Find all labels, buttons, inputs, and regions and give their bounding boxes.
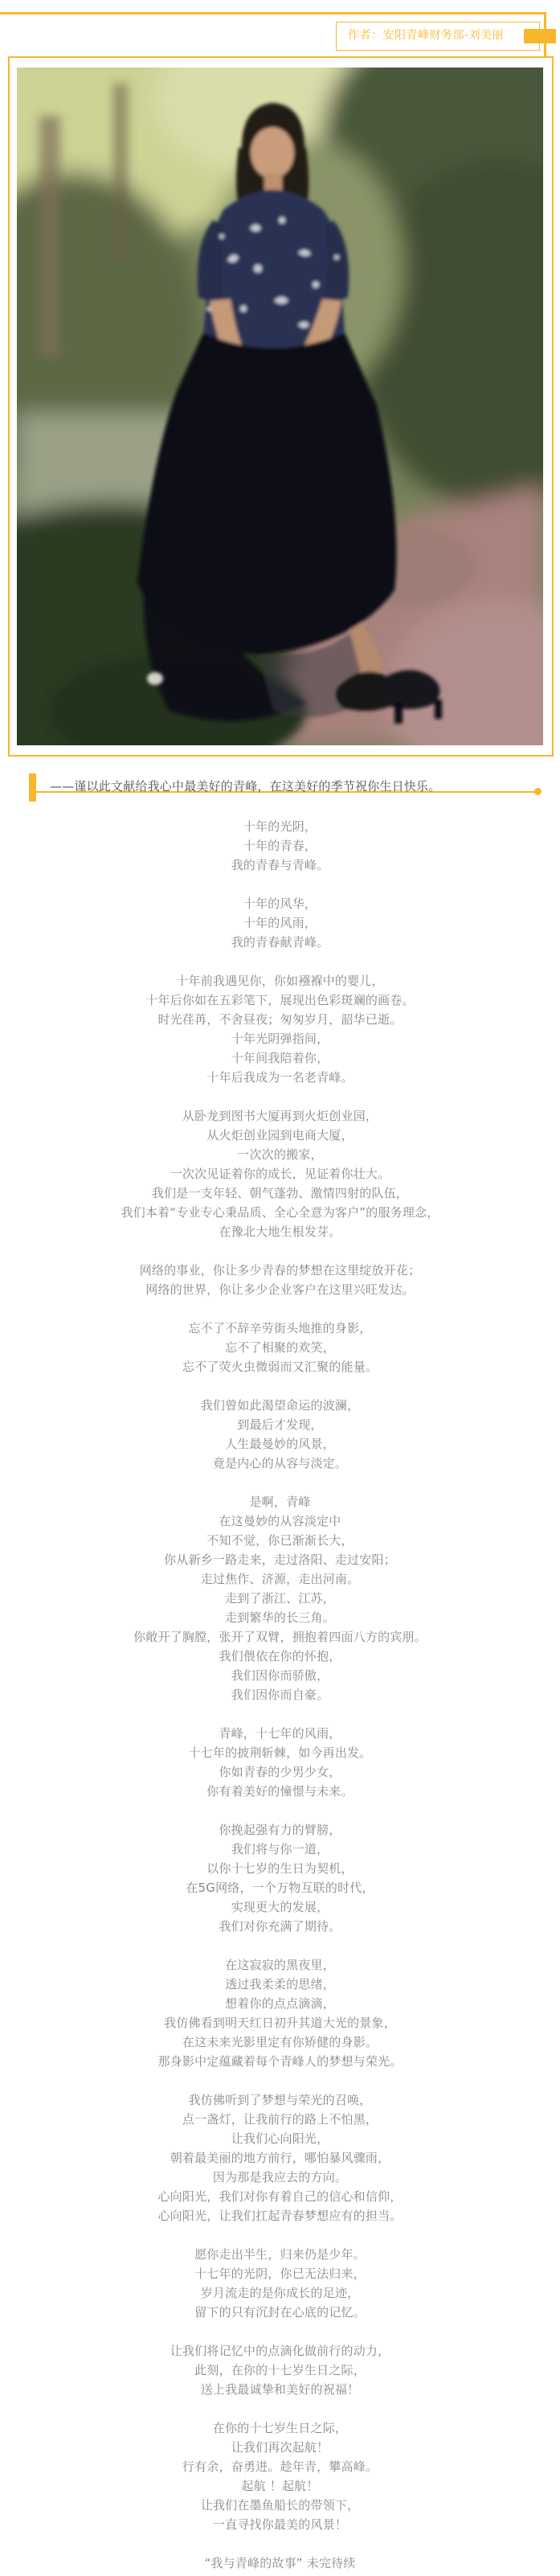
- author-label: 作者：安阳青峰财务部-刘美丽: [348, 29, 505, 42]
- poem-stanza: 从卧龙到图书大厦再到火炬创业园， 从火炬创业园到电商大厦， 一次次的搬家， 一次次见证着你的成长，见证着你壮大。 我们是一支年轻、朝气蓬勃、激情四射的队伍， 我们本着“专业专心秉品质、全心全意为客户”的服务理念， 在豫北大地生根发芽。: [121, 1109, 439, 1239]
- poem-stanza: 十年前我遇见你，你如襁褓中的婴儿， 十年后你如在五彩笔下，展现出色彩斑斓的画卷。 时光荏苒，不舍昼夜；匆匆岁月，韶华已逝。 十年光阴弹指间， 十年间我陪着你， 十年后我成为一名老青峰。: [145, 974, 415, 1085]
- poem-stanza: 愿你走出半生，归来仍是少年。 十七年的光阴，你已无法归来， 岁月流走的是你成长的足迹， 留下的只有沉封在心底的记忆。: [194, 2247, 366, 2320]
- poem-stanza: 我们曾如此渴望命运的波澜， 到最后才发现， 人生最曼妙的风景， 竟是内心的从容与淡定。: [200, 1398, 360, 1471]
- poem-stanza: 青峰，十七年的风雨， 十七年的披荆斩棘，如今再出发。 你如青春的少男少女， 你有着美好的憧憬与未来。: [188, 1726, 372, 1799]
- dedication-line-end-dot: [534, 788, 542, 795]
- poem-stanza: 十年的光阴， 十年的青春， 我的青春与青峰。: [231, 819, 329, 872]
- poem-stanza: 让我们将记忆中的点滴化做前行的动力， 此刻，在你的十七岁生日之际， 送上我最诚挚和美好的祝福！: [170, 2344, 390, 2397]
- dedication-accent-bar: [29, 773, 36, 802]
- poem-stanza: 我仿佛听到了梦想与荣光的召唤， 点一盏灯，让我前行的路上不怕黑， 让我们心向阳光， 朝着最美丽的地方前行，哪怕暴风骤雨， 因为那是我应去的方向。 心向阳光，我们对你有着自己的信心和信仰， 心向阳光，让我们扛起青春梦想应有的担当。: [157, 2093, 403, 2223]
- portrait-photo: [17, 68, 543, 745]
- dedication-text: ——谨以此文献给我心中最美好的青峰，在这美好的季节祝你生日快乐。: [50, 779, 441, 794]
- portrait-photo-frame: [8, 56, 554, 757]
- top-border-line: [0, 12, 546, 14]
- badge-accent-block: [524, 29, 556, 43]
- poem-stanza: 网络的事业，你让多少青春的梦想在这里绽放开花； 网络的世界，你让多少企业客户在这里兴旺发达。: [139, 1263, 421, 1297]
- poem-stanza: 十年的风华， 十年的风雨， 我的青春献青峰。: [231, 896, 329, 950]
- author-badge: [336, 22, 540, 51]
- poem-stanza: 在这寂寂的黑夜里， 透过我柔柔的思绪， 想着你的点点滴滴， 我仿佛看到明天红日初升其道大光的景象， 在这未来光影里定有你矫健的身影。 那身影中定蕴藏着每个青峰人的梦想与荣光。: [157, 1958, 403, 2069]
- footer-note: “我与青峰的故事” 未完待续: [204, 2556, 356, 2570]
- poem: [0, 817, 560, 2576]
- poem-stanza: 是啊，青峰 在这曼妙的从容淡定中 不知不觉，你已渐渐长大， 你从新乡一路走来，走过洛阳、走过安阳； 走过焦作、济源，走出河南。 走到了浙江、江苏， 走到繁华的长三角。 你敞开了胸膛，张开了双臂，拥抱着四面八方的宾朋。 我们偎依在你的怀抱， 我们因你而骄傲， 我们因你而自豪。: [133, 1495, 427, 1702]
- poem-stanza: 忘不了不辞辛劳街头地推的身影， 忘不了相聚的欢笑， 忘不了荧火虫微弱而又汇聚的能量。: [182, 1321, 378, 1374]
- poem-stanzas: [0, 817, 560, 2534]
- poem-stanza: 在你的十七岁生日之际， 让我们再次起航！ 行有余，奋勇进。趁年青，攀高峰。 起航 ！起航！ 让我们在墨鱼船长的带领下， 一直寻找你最美的风景！: [182, 2421, 378, 2532]
- poem-stanza: 你挽起强有力的臂膀， 我们将与你一道， 以你十七岁的生日为契机， 在5G网络，一个万物互联的时代， 实现更大的发展， 我们对你充满了期待。: [186, 1823, 374, 1934]
